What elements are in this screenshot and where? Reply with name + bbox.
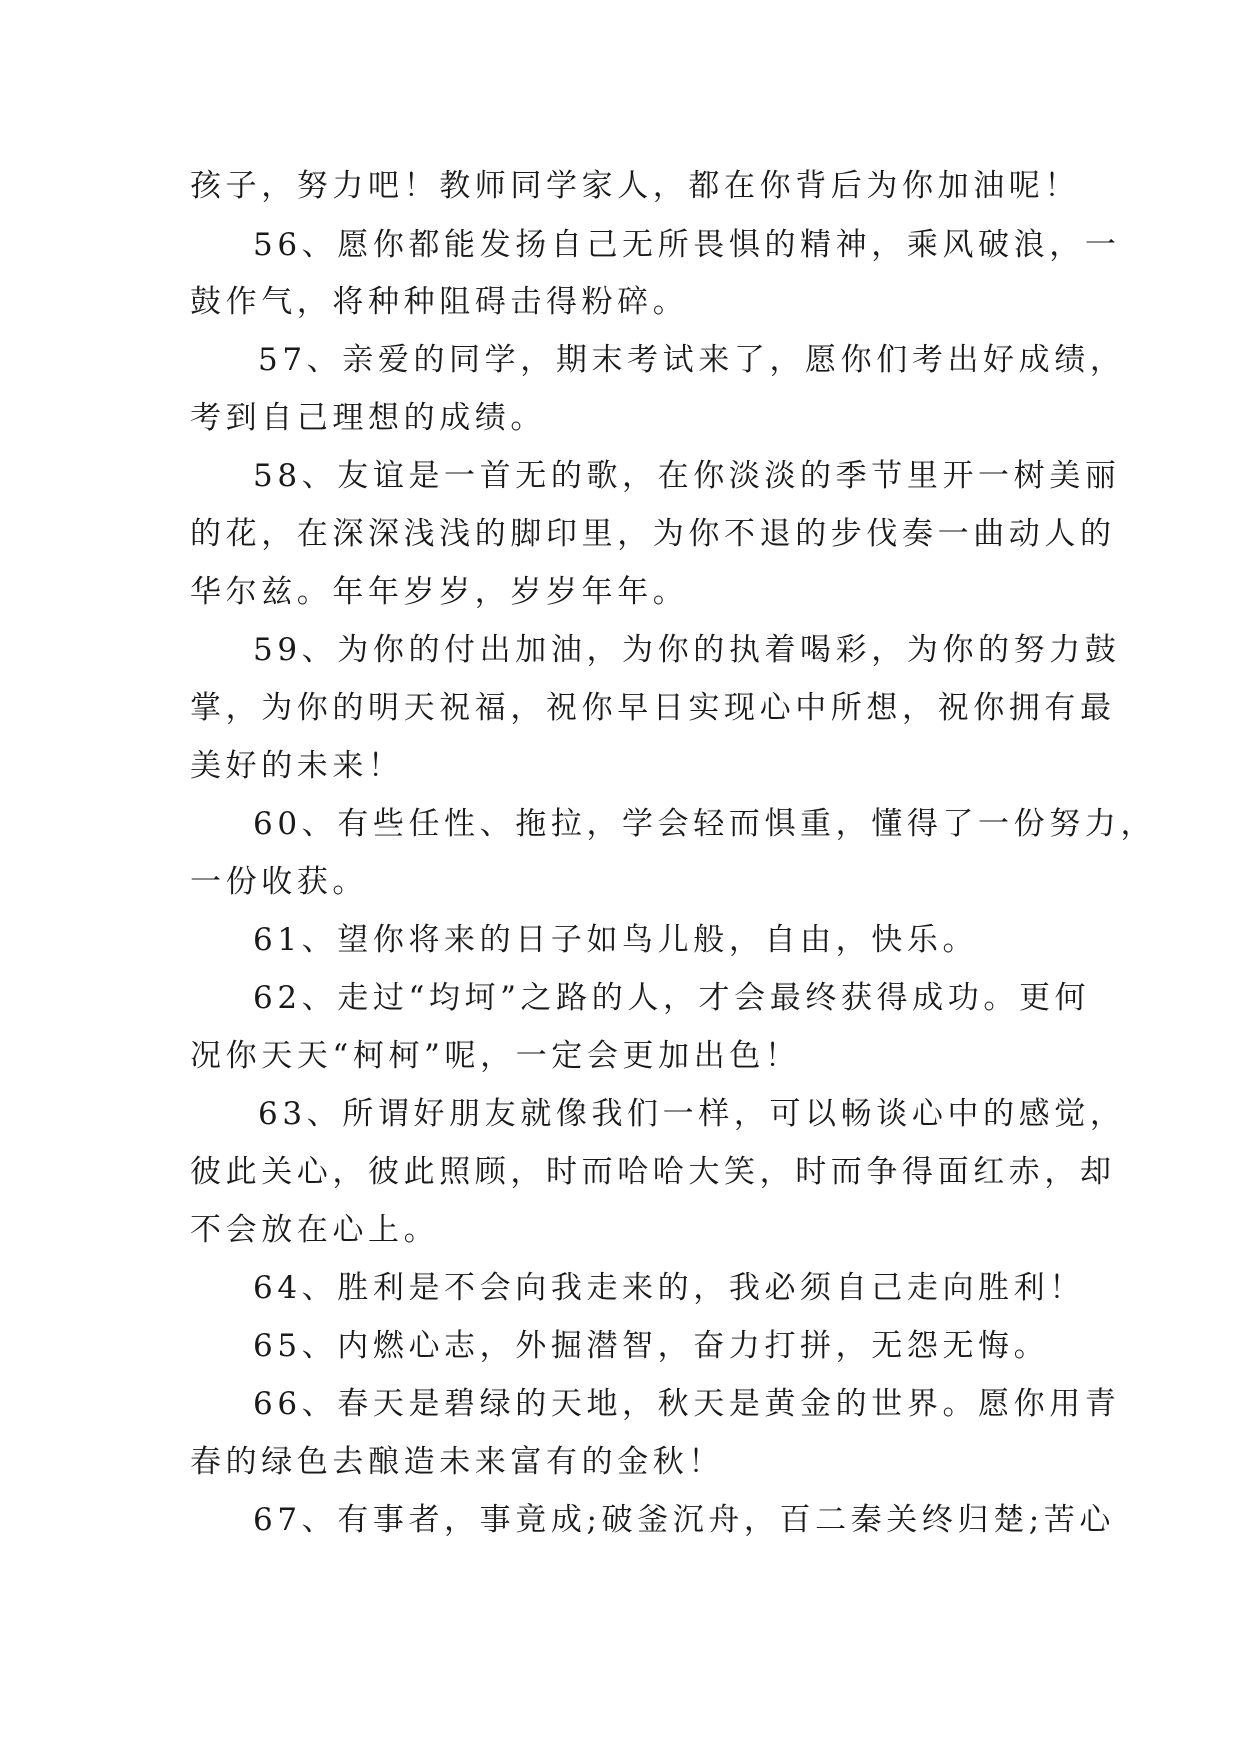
text-line: 孩子，努力吧！教师同学家人，都在你背后为你加油呢！ <box>190 168 1080 204</box>
text-line: 64、胜利是不会向我走来的，我必须自己走向胜利！ <box>253 1270 1085 1306</box>
text-line: 56、愿你都能发扬自己无所畏惧的精神，乘风破浪，一 <box>253 227 1121 263</box>
text-line: 春的绿色去酿造未来富有的金秋！ <box>190 1444 724 1480</box>
text-line: 57、亲爱的同学，期末考试来了，愿你们考出好成绩， <box>258 342 1126 378</box>
text-line: 62、走过“均坷”之路的人，才会最终获得成功。更何 <box>253 980 1091 1016</box>
text-line: 一份收获。 <box>190 864 368 900</box>
text-line: 况你天天“柯柯”呢，一定会更加出色！ <box>190 1038 801 1074</box>
text-line: 65、内燃心志，外掘潜智，奋力打拼，无怨无悔。 <box>253 1328 1050 1364</box>
text-line: 掌，为你的明天祝福，祝你早日实现心中所想，祝你拥有最 <box>190 690 1116 726</box>
text-line: 63、所谓好朋友就像我们一样，可以畅谈心中的感觉， <box>258 1096 1126 1132</box>
text-line: 58、友谊是一首无的歌，在你淡淡的季节里开一树美丽 <box>253 458 1121 494</box>
text-line: 不会放在心上。 <box>190 1212 440 1248</box>
text-line: 59、为你的付出加油，为你的执着喝彩，为你的努力鼓 <box>253 632 1121 668</box>
text-line: 66、春天是碧绿的天地，秋天是黄金的世界。愿你用青 <box>253 1386 1121 1422</box>
text-line: 美好的未来！ <box>190 748 404 784</box>
text-line: 60、有些任性、拖拉，学会轻而惧重，懂得了一份努力， <box>253 806 1157 842</box>
text-line: 67、有事者，事竟成;破釜沉舟，百二秦关终归楚;苦心 <box>253 1502 1115 1538</box>
text-line: 的花，在深深浅浅的脚印里，为你不退的步伐奏一曲动人的 <box>190 516 1116 552</box>
text-line: 考到自己理想的成绩。 <box>190 400 546 436</box>
text-line: 彼此关心，彼此照顾，时而哈哈大笑，时而争得面红赤，却 <box>190 1154 1116 1190</box>
text-line: 华尔兹。年年岁岁，岁岁年年。 <box>190 574 689 610</box>
text-line: 鼓作气，将种种阻碍击得粉碎。 <box>190 284 689 320</box>
text-line: 61、望你将来的日子如鸟儿般，自由，快乐。 <box>253 922 979 958</box>
